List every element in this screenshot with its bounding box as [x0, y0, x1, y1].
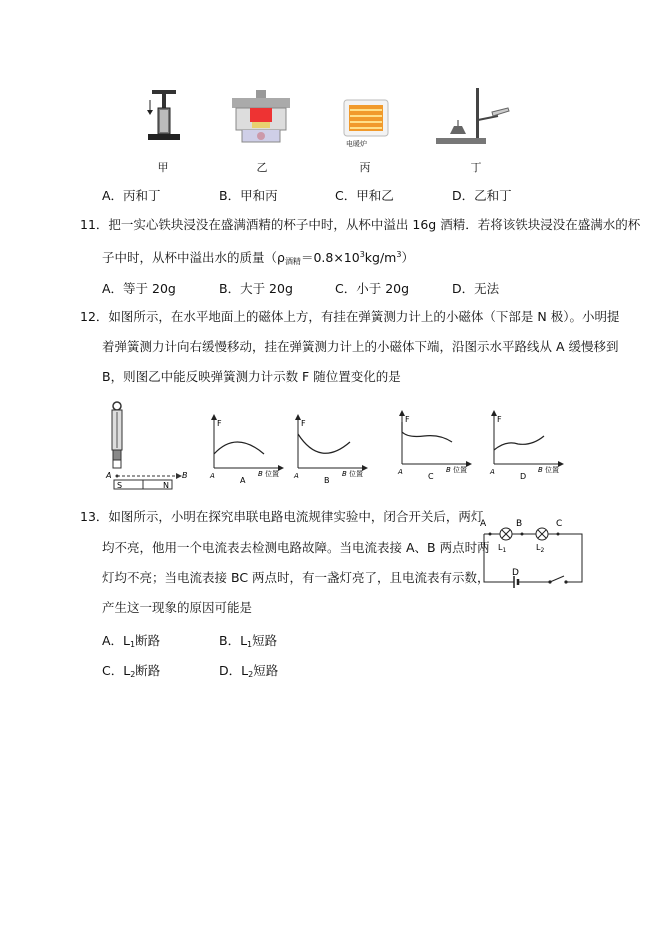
q11-unit: kg/m	[364, 250, 397, 265]
q13-option-a[interactable]: A．$L_1$断路	[102, 633, 161, 649]
q11-option-c[interactable]: C．小于 20g	[335, 281, 410, 296]
graph-b-label: B	[324, 476, 330, 484]
q12-line2: 着弹簧测力计向右缓慢移动，挂在弹簧测力计上的小磁体下端，沿图示水平路线从 A 缓慢移到	[102, 339, 619, 354]
circuit-point-b: B	[516, 519, 523, 529]
q11-number: 11．	[80, 217, 109, 232]
electric-heater-figure	[342, 98, 390, 150]
circuit-point-d: D	[512, 568, 519, 578]
q11-line2-end: ）	[401, 250, 414, 265]
caption-yi: 乙	[256, 161, 268, 174]
q12-line1: 如图所示，在水平地面上的磁体上方，有挂在弹簧测力计上的小磁体（下部是 N 极）。小明提	[108, 309, 620, 324]
graph-b-axis-f: F	[301, 419, 306, 428]
q13-number: 13．	[80, 509, 109, 524]
graph-a-point-b: B	[258, 470, 263, 478]
q12-number: 12．	[80, 309, 109, 324]
lamp-l2-label: $L_2$	[536, 543, 545, 554]
caption-bing: 丙	[359, 161, 371, 174]
engine-figure	[228, 84, 294, 148]
graph-d-point-b: B	[538, 466, 543, 474]
q13-line2: 均不亮，他用一个电流表去检测电路故障。当电流表接 A、B 两点时两	[102, 540, 490, 555]
figure-point-b: B	[182, 471, 188, 480]
graph-c-point-a: A	[398, 468, 403, 476]
graph-c-axis-pos: 位置	[453, 466, 467, 474]
graph-option-a	[206, 412, 286, 484]
magnet-n-pole: N	[163, 481, 169, 490]
caption-ding: 丁	[470, 161, 482, 174]
graph-option-b	[290, 412, 370, 484]
graph-d-label: D	[520, 472, 527, 480]
spring-scale-magnet-figure	[100, 400, 190, 490]
lamp-l1-label: $L_1$	[498, 543, 507, 554]
q12-line3: B，则图乙中能反映弹簧测力计示数 F 随位置变化的是	[102, 369, 401, 384]
graph-option-d	[486, 408, 566, 480]
graph-c-axis-f: F	[405, 415, 410, 424]
q13-line1: 如图所示，小明在探究串联电路电流规律实验中，闭合开关后，两灯	[108, 509, 484, 524]
magnet-s-pole: S	[117, 481, 123, 490]
graph-a-label: A	[240, 476, 246, 484]
q10-option-d[interactable]: D．乙和丁	[452, 188, 512, 203]
graph-c-point-b: B	[446, 466, 451, 474]
graph-c-label: C	[428, 472, 434, 480]
q11-rho-subscript: 酒精	[284, 257, 301, 266]
fire-piston-figure	[138, 86, 188, 146]
q11-line2-mid: ＝0.8×10	[300, 250, 360, 265]
q11-option-a[interactable]: A．等于 20g	[102, 281, 176, 296]
graph-d-axis-f: F	[497, 415, 502, 424]
graph-option-c	[394, 408, 474, 480]
q13-line3: 灯均不亮；当电流表接 BC 两点时，有一盏灯亮了，且电流表有示数，	[102, 570, 490, 585]
q11-unit-exponent: 3	[396, 250, 402, 259]
graph-d-axis-pos: 位置	[545, 466, 559, 474]
graph-a-axis-f: F	[217, 419, 222, 428]
figure-point-a: A	[106, 471, 112, 480]
circuit-diagram	[470, 514, 590, 590]
q11-option-d[interactable]: D．无法	[452, 281, 500, 296]
heater-label: 电暖炉	[346, 140, 367, 148]
graph-b-point-a: A	[294, 472, 299, 480]
q11-option-b[interactable]: B．大于 20g	[219, 281, 293, 296]
q13-option-c[interactable]: C．$L_2$断路	[102, 663, 161, 679]
graph-b-point-b: B	[342, 470, 347, 478]
caption-jia: 甲	[157, 161, 169, 174]
graph-b-axis-pos: 位置	[349, 470, 363, 478]
q10-option-c[interactable]: C．甲和乙	[335, 188, 394, 203]
q10-option-b[interactable]: B．甲和丙	[219, 188, 278, 203]
graph-d-point-a: A	[490, 468, 495, 476]
graph-a-point-a: A	[210, 472, 215, 480]
q10-option-a[interactable]: A．丙和丁	[102, 188, 161, 203]
q11-exponent: 3	[359, 250, 365, 259]
circuit-point-a: A	[480, 519, 487, 529]
q11-line2-pre: 子中时，从杯中溢出水的质量（ρ	[102, 250, 285, 265]
graph-a-axis-pos: 位置	[265, 470, 279, 478]
q13-option-d[interactable]: D．$L_2$短路	[219, 663, 279, 679]
q11-line1: 把一实心铁块浸没在盛满酒精的杯子中时，从杯中溢出 16g 酒精．若将该铁块浸没在盛满水的杯	[108, 217, 641, 232]
q13-line4: 产生这一现象的原因可能是	[102, 600, 253, 615]
circuit-point-c: C	[556, 519, 563, 529]
q13-option-b[interactable]: B．$L_1$短路	[219, 633, 278, 649]
test-tube-stand-figure	[432, 86, 512, 148]
